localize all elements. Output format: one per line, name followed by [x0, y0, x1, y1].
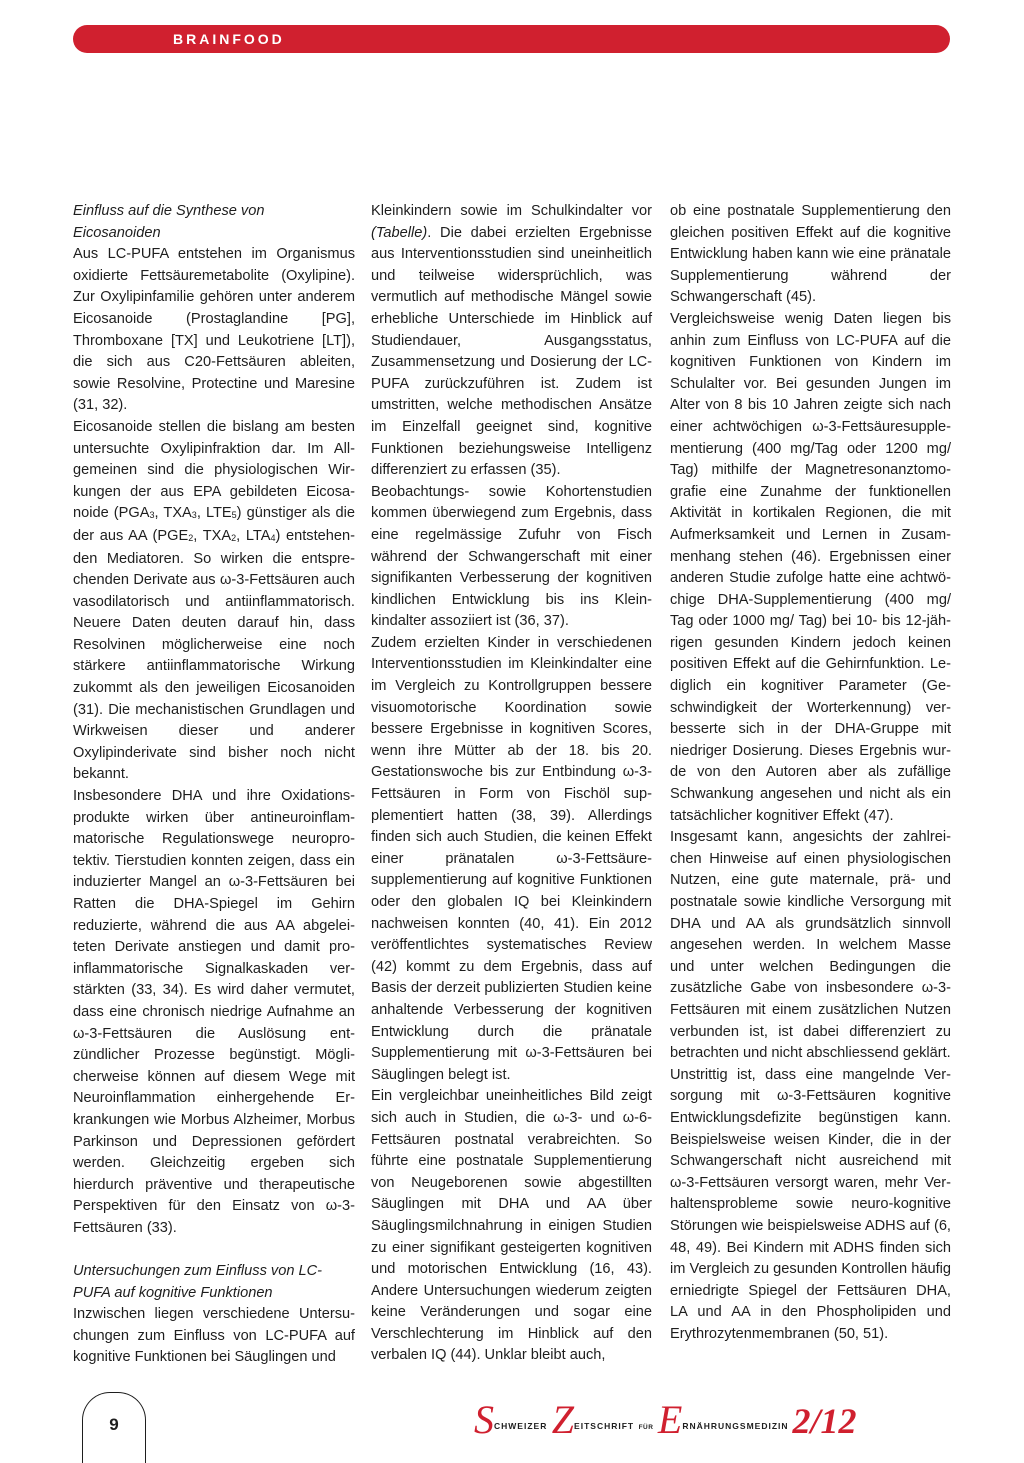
section-header-bar	[73, 25, 950, 53]
subheading-cognitive-studies: Untersuchungen zum Einfluss von LC-PUFA auf kognitive Funktionen	[73, 1263, 323, 1301]
paragraph: Insbesondere DHA und ihre Oxidationsprodukte wirken über antineuroinflammatorische Regulationswege neuroprotektiv. Tierstudien konnten zeigen, dass ein induzierter Mangel an ω-3-Fettsäuren bei Ratten die DHA-Spiegel im Gehirn reduzierte, während die aus AA abgeleiteten Derivate anstiegen und damit proinflammatorische Signalkaskaden verstärkten (33, 34). Es wird daher vermutet, dass eine chronisch niedrige Aufnahme an ω-3-Fettsäuren die Auslösung entzündlicher Prozesse begünstigt. Möglicherweise können auf diesem Wege mit Neuroinflammation einhergehende Erkrankungen wie Morbus Alzheimer, Morbus Parkinson und Depressionen gefördert werden. Gleichzeitig ergeben sich hierdurch präventive und therapeutische Perspektiven für den Einsatz von ω-3-Fettsäuren (33).	[73, 788, 355, 1236]
paragraph: Insgesamt kann, angesichts der zahlreichen Hinweise auf einen physiologischen Nutzen, eine gute maternale, prä- und postnatale sowie kindliche Versorgung mit DHA und AA als grundsätzlich sinnvoll angesehen werden. In welchem Masse und unter welchen Bedingungen die zusätzliche Gabe von insbesondere ω-3-Fettsäuren mit einem zusätzlichen Nutzen verbunden ist, ist dabei differenziert zu betrachten und nicht abschliessend geklärt.	[670, 829, 951, 1062]
journal-logo	[474, 1398, 954, 1442]
journal-word-1: CHWEIZER	[494, 1421, 548, 1431]
paragraph: Ein vergleichbar uneinheitliches Bild zeigt sich auch in Studien, die ω-3- und ω-6-Fettsäuren postnatal verabreichten. So führte eine postnatale Supplementierung von Neugeborenen sowie abgestillten Säuglingen mit DHA und AA über Säuglingsmilchnahrung in einigen Studien zu einer signifikant gesteigerten kognitiven und motorischen Entwicklung (16, 43). Andere Untersuchungen wiederum zeigten keine Veränderungen und sogar eine Verschlechterung im Hinblick auf den verbalen IQ (44). Unklar bleibt auch,	[371, 1088, 652, 1364]
page-number-tab	[82, 1392, 146, 1463]
journal-issue: 2/12	[792, 1401, 857, 1441]
table-reference: (Tabelle)	[371, 224, 428, 241]
paragraph: Vergleichsweise wenig Daten liegen bis anhin zum Einfluss von LC-PUFA auf die kognitiven Funktionen von Kindern im Schulalter vor. Bei gesunden Jungen im Alter von 8 bis 10 Jahren zeigte sich nach einer achtwöchigen ω-3-Fettsäuresupplementierung (400 mg/Tag oder 1200 mg/ Tag) mithilfe der Magnetresonanztomografie eine Zunahme der funktionellen Aktivität in kortikalen Regionen, die mit Aufmerksamkeit und Lernen in Zusammenhang stehen (46). Ergebnissen einer anderen Studie zufolge hatte eine achtwöchige DHA-Supplementierung (400 mg/ Tag oder 1000 mg/ Tag) bei 10- bis 12-jährigen gesunden Kindern jedoch keinen positiven Effekt auf die Gehirnfunktion. Lediglich ein kognitiver Parameter (Geschwindigkeit der Worterkennung) verbesserte sich in der DHA-Gruppe mit niedriger Dosierung. Dieses Ergebnis wurde von den Autoren aber als zufällige Schwankung angesehen und nicht als ein tatsächlicher kognitiver Effekt (47).	[670, 310, 951, 824]
journal-word-2: EITSCHRIFT	[574, 1421, 635, 1431]
subheading-eicosanoid-synthesis: Einfluss auf die Synthese von Eicosanoiden	[73, 203, 265, 241]
text-column-2	[371, 201, 652, 1367]
journal-word-3: FÜR	[638, 1424, 654, 1431]
paragraph: Unstrittig ist, dass eine mangelnde Versorgung mit ω-3-Fettsäuren kognitive Entwicklungsdefizite begünstigen kann. Beispielsweise weisen Kinder, die in der Schwangerschaft nicht ausreichend mit ω-3-Fettsäuren versorgt waren, mehr Verhaltensprobleme sowie neuro-kognitive Störungen wie beispielsweise ADHS auf (6, 48, 49). Bei Kindern mit ADHS finden sich im Vergleich zu gesunden Kontrollen häufig erniedrigte Spiegel der Fettsäuren DHA, LA und AA in den Phospholipiden und Erythrozytenmembranen (50, 51).	[670, 1066, 951, 1342]
journal-initial-e: E	[657, 1397, 683, 1442]
paragraph: Beobachtungs- sowie Kohortenstudien kommen überwiegend zum Ergebnis, dass eine regelmässige Zufuhr von Fisch während der Schwangerschaft mit einer signifikanten Verbesserung der kognitiven kindlichen Entwicklung bis ins Kleinkindalter assoziiert ist (36, 37).	[371, 483, 652, 630]
section-label: BRAINFOOD	[173, 31, 285, 47]
paragraph: Aus LC-PUFA entstehen im Organismus oxidierte Fettsäuremetabolite (Oxylipine). Zur Oxylipinfamilie gehören unter anderem Eicosanoide (Prostaglandine [PG], Thromboxane [TX] und Leukotriene [LT]), die sich aus C20-Fettsäuren ableiten, sowie Resolvine, Protectine und Maresine (31, 32).	[73, 246, 355, 414]
paragraph: Inzwischen liegen verschiedene Untersuchungen zum Einfluss von LC-PUFA auf kognitive Funktionen bei Säuglingen und	[73, 1306, 355, 1366]
paragraph: ob eine postnatale Supplementierung den gleichen positiven Effekt auf die kognitive Entwicklung haben kann wie eine pränatale Supplementierung während der Schwangerschaft (45).	[670, 203, 951, 306]
paragraph: Eicosanoide stellen die bislang am besten untersuchte Oxylipinfraktion dar. Im Allgemeinen sind die physiologischen Wirkungen der aus EPA gebildeten Eicosanoide ($PGA_3$, $TXA_3$, $LTE_5$) günstiger als die der aus AA ($PGE_2$, $TXA_2$, $LTA_4$) entstehenden Mediatoren. So wirken die entsprechenden Derivate aus ω-3-Fettsäuren auch vasodilatorisch und antiinflammatorisch. Neuere Daten deuten darauf hin, dass Resolvinen möglicherweise eine noch stärkere antiinflammatorische Wirkung zukommt als den jeweiligen Eicosanoiden (31). Die mechanistischen Grundlagen und Wirkweisen dieser und anderer Oxylipinderivate sind bisher noch nicht bekannt.	[73, 418, 355, 783]
page-number: 9	[109, 1415, 119, 1434]
journal-word-4: RNÄHRUNGSMEDIZIN	[682, 1421, 789, 1431]
paragraph: Kleinkindern sowie im Schulkindalter vor (Tabelle). Die dabei erzielten Ergebnisse aus Interventionsstudien sind uneinheitlich und teilweise widersprüchlich, was vermutlich auf methodische Mängel sowie erhebliche Unterschiede im Hinblick auf Studiendauer, Ausgangsstatus, Zusammensetzung und Dosierung der LC-PUFA zurückzuführen ist. Zudem ist umstritten, welche methodischen Ansätze im Einzelfall geeignet sind, kognitive Funktionen beziehungsweise Intelligenz differenziert zu erfassen (35).	[371, 203, 652, 479]
text-column-3	[670, 201, 951, 1345]
text-column-1	[73, 201, 355, 1369]
journal-initial-z: Z	[551, 1397, 575, 1442]
paragraph: Zudem erzielten Kinder in verschiedenen Interventionsstudien im Kleinkindalter eine im Vergleich zu Kontrollgruppen bessere visuomotorische Koordination sowie bessere Ergebnisse in kognitiven Scores, wenn ihre Mütter ab der 18. bis 20. Gestationswoche bis zur Entbindung ω-3-Fettsäuren in Form von Fischöl supplementiert hatten (38, 39). Allerdings finden sich auch Studien, die keinen Effekt einer pränatalen ω-3-Fettsäuresupplementierung auf kognitive Funktionen oder den globalen IQ bei Kleinkindern nachweisen konnten (40, 41). Ein 2012 veröffentlichtes systematisches Review (42) kommt zu dem Ergebnis, dass auf Basis der derzeit publizierten Studien keine anhaltende Verbesserung der kognitiven Entwicklung durch die pränatale Supplementierung mit ω-3-Fettsäuren bei Säuglingen belegt ist.	[371, 634, 652, 1083]
journal-initial-s: S	[474, 1397, 494, 1442]
